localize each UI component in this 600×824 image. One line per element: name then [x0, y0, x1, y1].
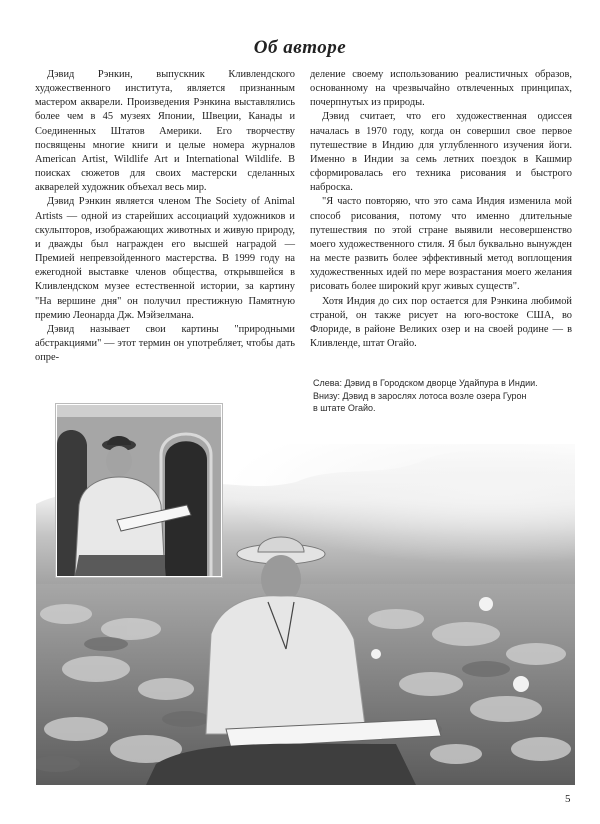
- caption-left: Слева: Дэвид в Городском дворце Удайпура в Индии.: [313, 378, 538, 388]
- photo-caption: [313, 377, 563, 415]
- text-column-right: [310, 68, 572, 351]
- paragraph: Дэвид считает, что его художественная одиссея началась в 1970 году, когда он совершил свое первое путешествие в Индию для углубленного изучения йоги. Именно в Индии за семь летних поездок в Кашмир сформировалась его техника рисования и быстрого наброска.: [310, 111, 572, 194]
- paragraph: Дэвид Рэнкин является членом The Society of Animal Artists — одной из старейших ассоциаций художников и скульпторов, изображающих животных и живую природу, и дважды был награжден его высшей наградой — Премией непревзойденного мастерства. В 1999 году на ежегодной выставке членов общества, открывшейся в Кливлендском музее естественной истории, за картину "На вершине дня" он получил престижную Памятную премию Леонарда Дж. Мэйзелмана.: [35, 196, 295, 321]
- photo-udaipur-palace: [56, 404, 222, 577]
- caption-below-2: в штате Огайо.: [313, 403, 376, 413]
- text-column-left: [35, 68, 295, 365]
- paragraph: деление своему использованию реалистичных образов, основанному на чрезвычайно отвлеченных принципах, почерпнутых из природы.: [310, 69, 572, 109]
- caption-below-1: Внизу: Дэвид в зарослях лотоса возле озера Гурон: [313, 390, 527, 401]
- paragraph: Дэвид называет свои картины "природными абстракциями" — этот термин он употребляет, чтобы дать опре-: [35, 323, 295, 364]
- paragraph: Дэвид Рэнкин, выпускник Кливлендского художественного института, является признанным мастером акварели. Произведения Рэнкина выставлялись более чем в 45 музеях Японии, Швеции, Канады и Соединенных Штатов Америки. Его творчеству посвящены многие книги и целые номера журналов American Artist, Wildlife Art и International Wildlife. В поисках сюжетов для своих мастерски сделанных акварелей художник объехал весь мир.: [35, 69, 295, 194]
- page-number: 5: [565, 793, 571, 805]
- paragraph: Хотя Индия до сих пор остается для Рэнкина любимой страной, он также рисует на юго-востоке США, во Флориде, в районе Великих озер и на своей родине — в Кливленде, штат Огайо.: [310, 295, 572, 349]
- page-title: Об авторе: [253, 37, 347, 58]
- paragraph: "Я часто повторяю, что это сама Индия изменила мой способ рисования, потому что именно длительные путешествия по этой стране выявили несовершенство моего художественного стиля. Я был буквально вынужден на месте развить более эффективный метод воплощения художественных идей по мере возрастания моего желания рисовать более широкий круг живых существ".: [310, 196, 572, 293]
